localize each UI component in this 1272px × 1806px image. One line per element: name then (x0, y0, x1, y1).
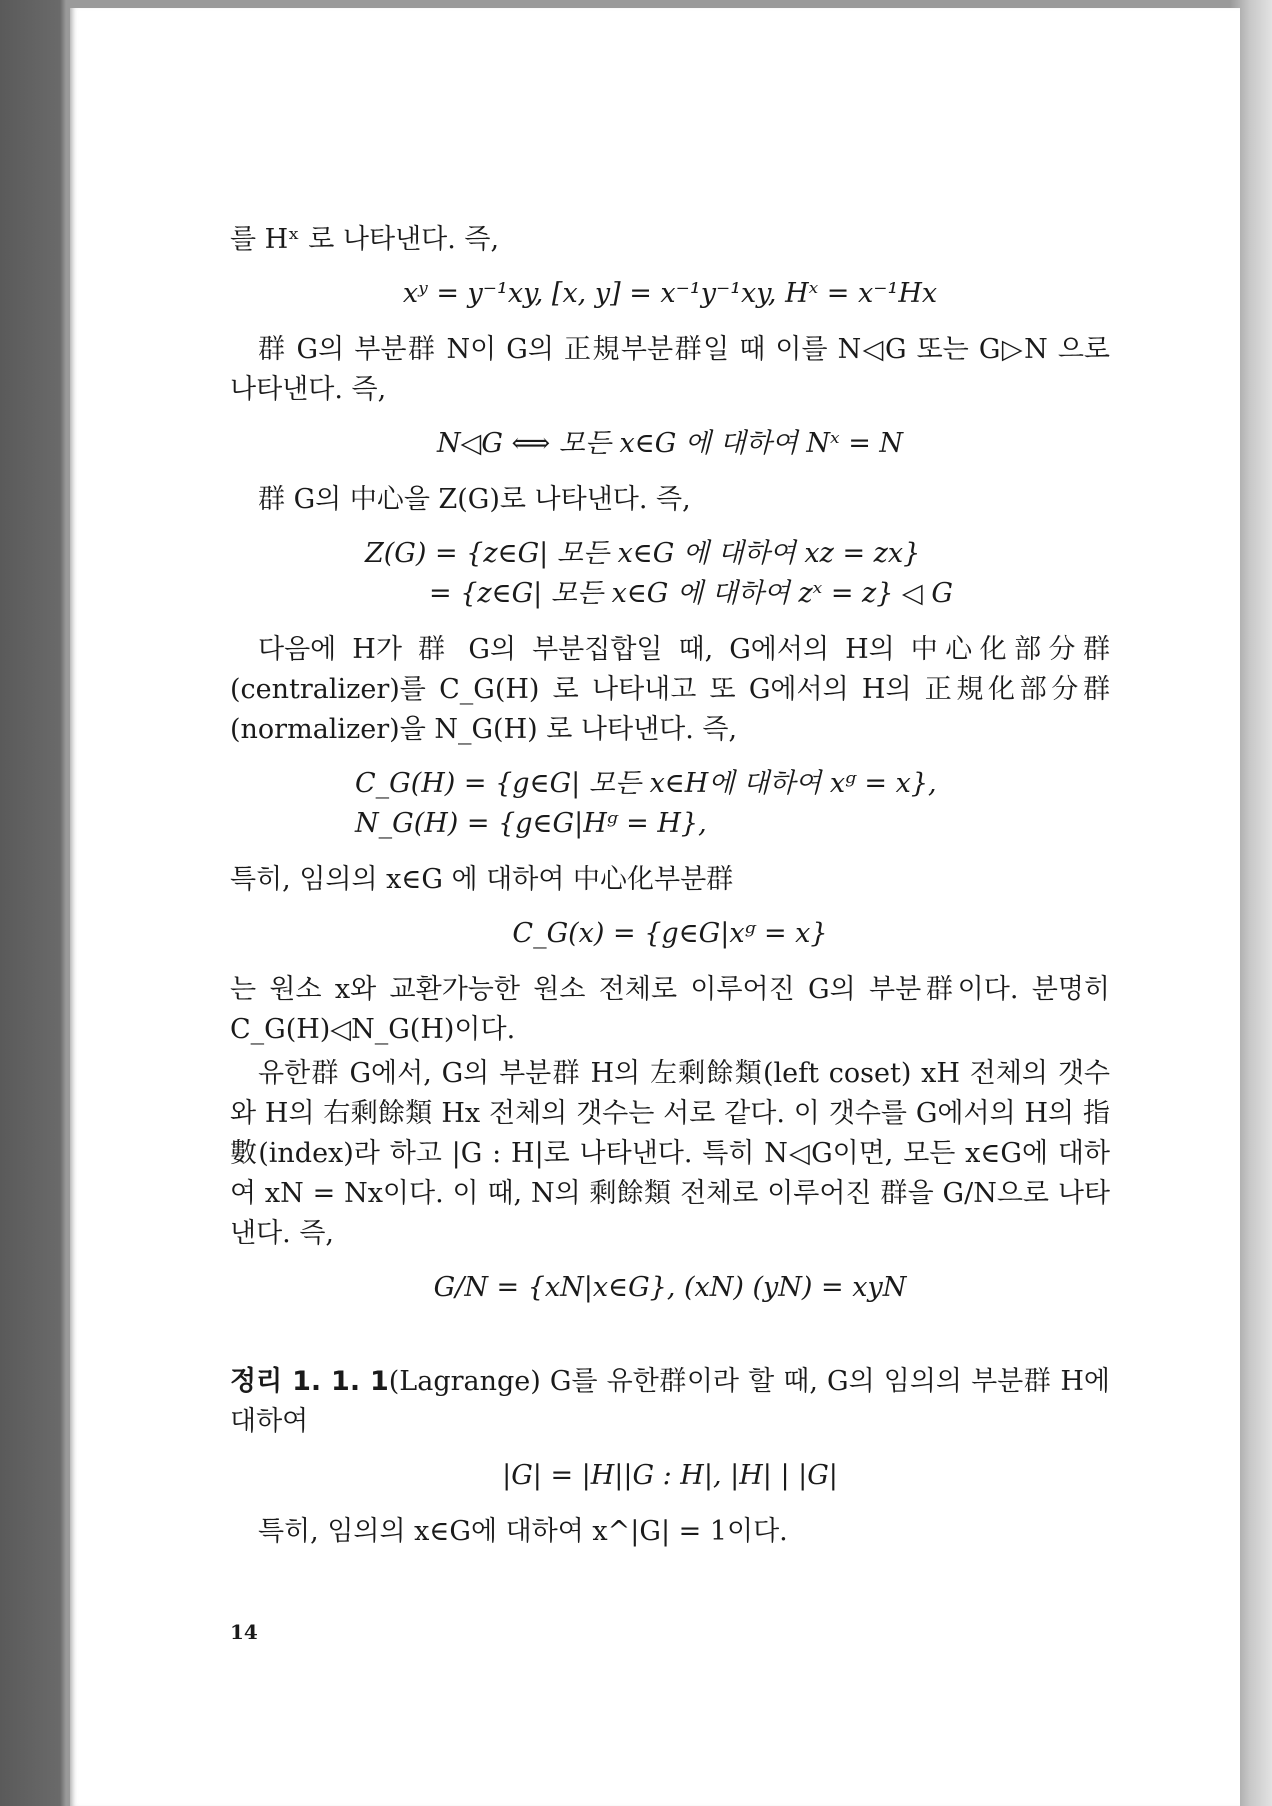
para-commuting: 는 원소 x와 교환가능한 원소 전체로 이루어진 G의 부분群이다. 분명히 C_G(H)◁N_G(H)이다. (230, 974, 1110, 1045)
para-order-corollary: 특히, 임의의 x∈G에 대하여 x^|G| = 1이다. (258, 1516, 788, 1547)
display-center-line-2: = {z∈G| 모든 x∈G 에 대하여 zˣ = z} ◁ G (429, 578, 953, 609)
theorem-lagrange (230, 1362, 1110, 1442)
display-normal-def: N◁G ⟺ 모든 x∈G 에 대하여 Nˣ = N (436, 428, 904, 459)
display-normalizer-line: N_G(H) = {g∈G|Hᵍ = H}, (355, 808, 707, 839)
display-centralizer-def (355, 764, 1110, 844)
theorem-text: (Lagrange) G를 유한群이라 할 때, G의 임의의 부분群 H에 대하여 (230, 1366, 1110, 1437)
para-normal-subgroup: 群 G의 부분群 N이 G의 正規부분群일 때 이를 N◁G 또는 G▷N 으로 나타낸다. 즉, (230, 334, 1110, 405)
display-element-centralizer: C_G(x) = {g∈G|xᵍ = x} (512, 918, 828, 949)
para-index: 유한群 G에서, G의 부분群 H의 左剩餘類(left coset) xH 전체의 갯수와 H의 右剩餘類 Hx 전체의 갯수는 서로 같다. 이 갯수를 G에서의 H의 指數(index)라 하고 |G : H|로 나타낸다. 특히 N◁G이면, 모든 x∈G에 대하여 xN = Nx이다. 이 때, N의 剩餘類 전체로 이루어진 群을 G/N으로 나타낸다. 즉, (230, 1058, 1110, 1249)
display-center-line-1: Z(G) = {z∈G| 모든 x∈G 에 대하여 xz = zx} (365, 538, 921, 569)
para-centralizer: 다음에 H가 群 G의 부분집합일 때, G에서의 H의 中心化部分群 (centralizer)를 C_G(H) 로 나타내고 또 G에서의 H의 正規化部分群 (normalizer)을 N_G(H) 로 나타낸다. 즉, (230, 634, 1110, 745)
display-lagrange: |G| = |H||G : H|, |H| | |G| (502, 1460, 838, 1491)
theorem-label: 정리 1. 1. 1 (230, 1366, 389, 1397)
display-conjugate: xʸ = y⁻¹xy, [x, y] = x⁻¹y⁻¹xy, Hˣ = x⁻¹Hx (402, 278, 938, 309)
page-number: 14 (230, 1620, 258, 1644)
display-centralizer-line-1: C_G(H) = {g∈G| 모든 x∈H에 대하여 xᵍ = x}, (355, 768, 937, 799)
display-center-def (365, 534, 1110, 614)
line-1: 를 Hˣ 로 나타낸다. 즉, (230, 224, 500, 255)
page-text (230, 220, 1110, 1556)
para-element-centralizer: 특히, 임의의 x∈G 에 대하여 中心化부분群 (230, 864, 734, 895)
para-center: 群 G의 中心을 Z(G)로 나타낸다. 즉, (258, 484, 691, 515)
display-quotient-group: G/N = {xN|x∈G}, (xN) (yN) = xyN (433, 1272, 907, 1303)
